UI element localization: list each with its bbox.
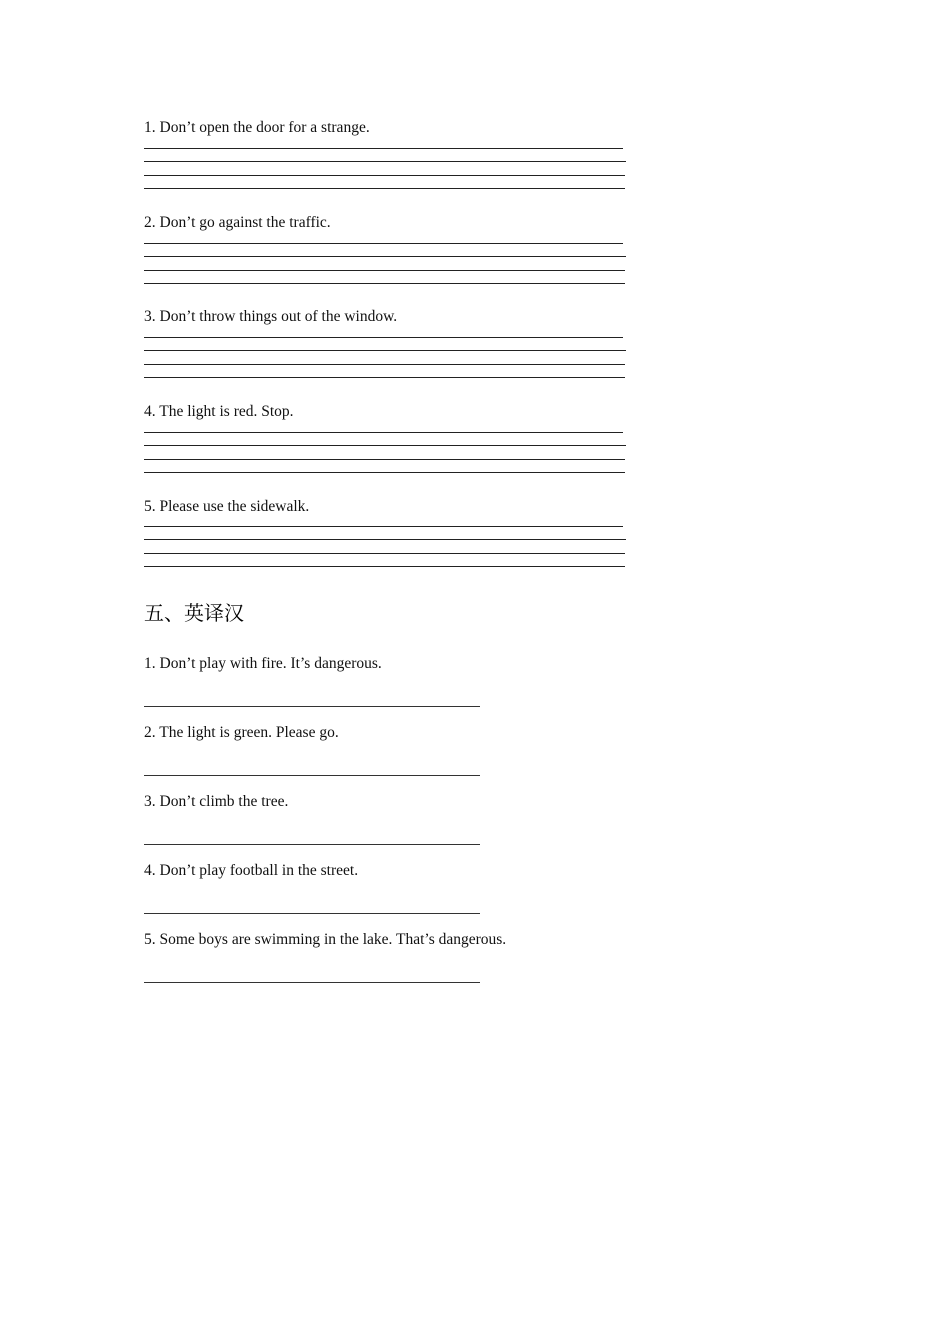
section-title-translation: 五、英译汉: [144, 601, 244, 625]
translation-item-3: 3. Don’t climb the tree.: [144, 793, 289, 810]
translation-item-2: 2. The light is green. Please go.: [144, 724, 339, 741]
copy-item-4: 4. The light is red. Stop.: [144, 403, 294, 420]
answer-line-1[interactable]: [144, 706, 480, 707]
translation-item-4: 4. Don’t play football in the street.: [144, 862, 359, 879]
answer-line-2[interactable]: [144, 775, 480, 776]
handwriting-lines-4[interactable]: [144, 432, 626, 476]
answer-line-5[interactable]: [144, 982, 480, 983]
translation-item-1: 1. Don’t play with fire. It’s dangerous.: [144, 655, 382, 672]
handwriting-lines-1[interactable]: [144, 148, 626, 192]
handwriting-lines-3[interactable]: [144, 337, 626, 381]
copy-item-2: 2. Don’t go against the traffic.: [144, 214, 331, 231]
translation-item-5: 5. Some boys are swimming in the lake. That’s dangerous.: [144, 931, 507, 948]
handwriting-lines-2[interactable]: [144, 243, 626, 287]
handwriting-lines-5[interactable]: [144, 526, 626, 570]
copy-item-3: 3. Don’t throw things out of the window.: [144, 308, 398, 325]
copy-item-1: 1. Don’t open the door for a strange.: [144, 119, 370, 136]
copy-item-5: 5. Please use the sidewalk.: [144, 498, 310, 515]
answer-line-3[interactable]: [144, 844, 480, 845]
answer-line-4[interactable]: [144, 913, 480, 914]
